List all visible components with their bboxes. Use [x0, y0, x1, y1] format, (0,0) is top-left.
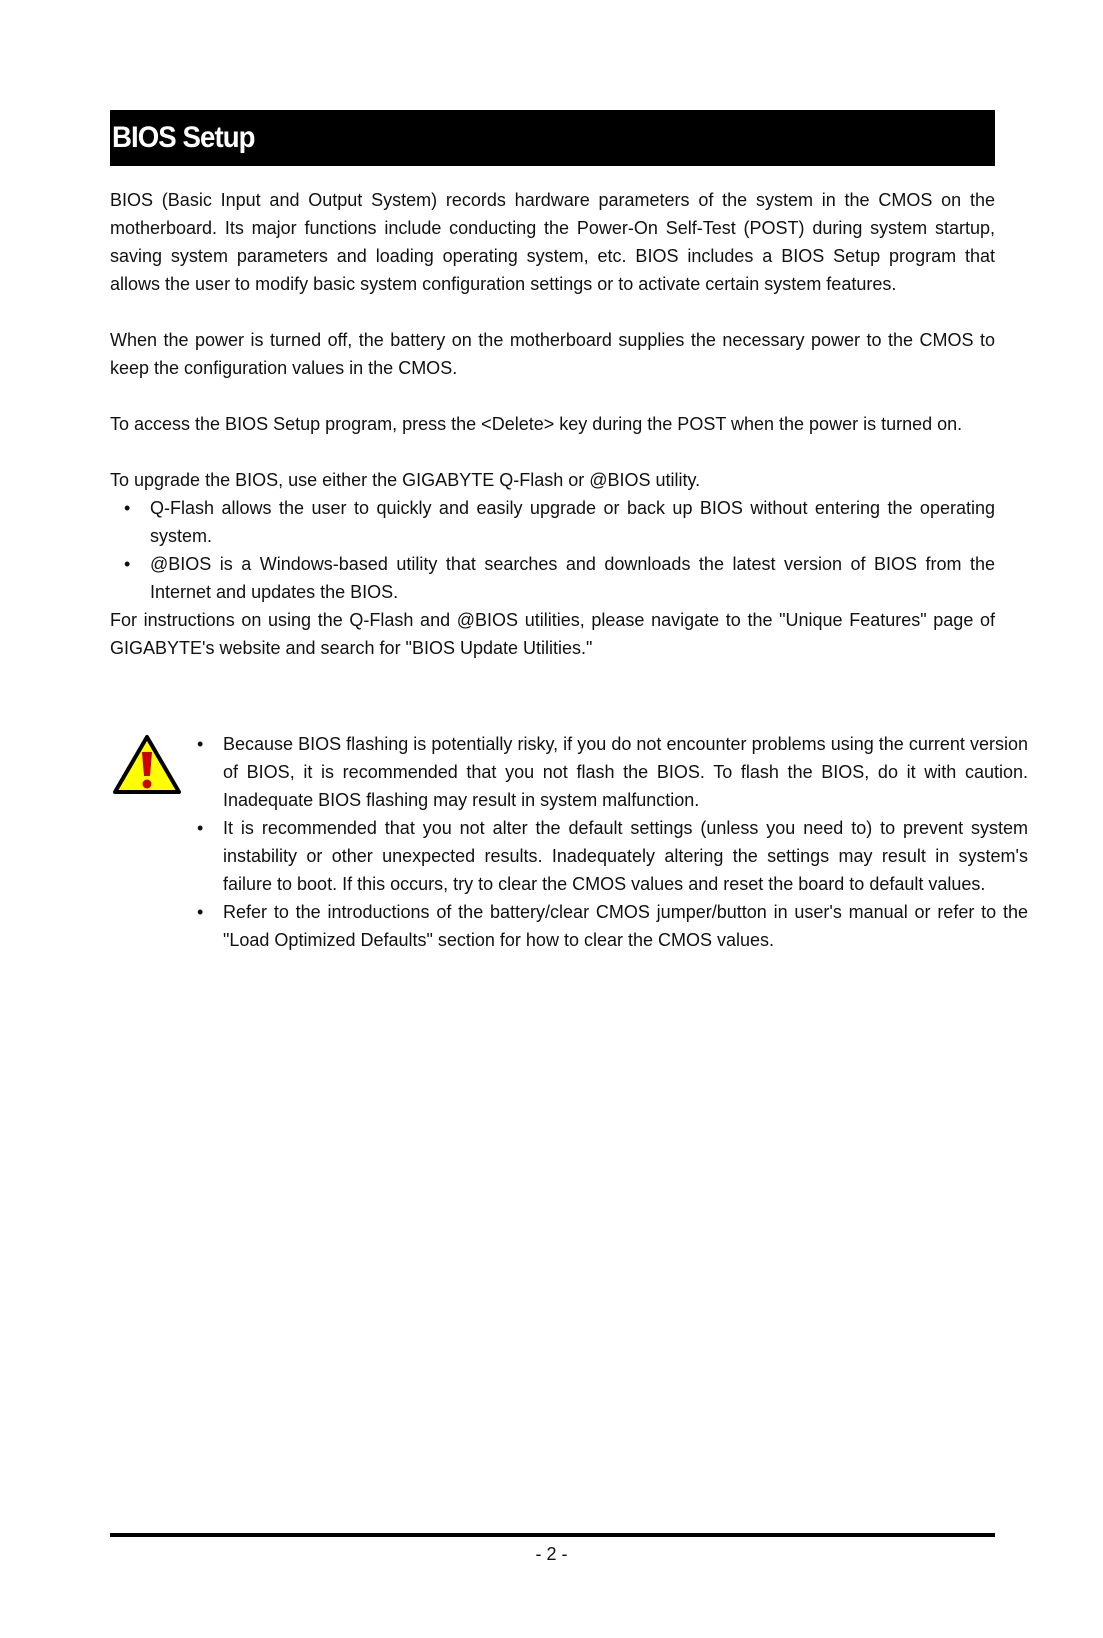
list-item-text: @BIOS is a Windows-based utility that searches and downloads the latest version of BIOS from the Internet and updates the BIOS.	[150, 554, 995, 602]
list-item-text: Refer to the introductions of the battery/clear CMOS jumper/button in user's manual or refer to the "Load Optimized Defaults" section for how to clear the CMOS values.	[223, 902, 1028, 950]
footer-divider	[110, 1533, 995, 1537]
paragraph-spacer	[110, 438, 995, 466]
upgrade-intro-paragraph: To upgrade the BIOS, use either the GIGABYTE Q-Flash or @BIOS utility.	[110, 470, 701, 490]
paragraph-spacer	[110, 382, 995, 410]
access-paragraph: To access the BIOS Setup program, press the <Delete> key during the POST when the power is turned on.	[110, 414, 963, 434]
list-item	[197, 814, 1028, 898]
list-item-text: It is recommended that you not alter the default settings (unless you need to) to prevent system instability or other unexpected results. Inadequately altering the settings may result in system's failure to boot. If this occurs, try to clear the CMOS values and reset the board to default values.	[223, 818, 1028, 894]
page-number: - 2 -	[535, 1544, 568, 1564]
section-title-bar	[110, 110, 995, 166]
bullet-icon: •	[124, 554, 131, 574]
paragraph-spacer	[110, 298, 995, 326]
bullet-icon: •	[124, 498, 131, 518]
bullet-icon: •	[197, 902, 204, 922]
bullet-icon: •	[197, 818, 204, 838]
warning-triangle-icon	[112, 734, 182, 796]
list-item-text: Q-Flash allows the user to quickly and easily upgrade or back up BIOS without entering the operating system.	[150, 498, 995, 546]
main-content	[110, 186, 995, 662]
page-title: BIOS Setup	[112, 121, 255, 154]
list-item-text: Because BIOS flashing is potentially risky, if you do not encounter problems using the current version of BIOS, it is recommended that you not flash the BIOS. To flash the BIOS, do it with caution. Inadequate BIOS flashing may result in system malfunction.	[223, 734, 1028, 810]
bullet-icon: •	[197, 734, 204, 754]
list-item	[124, 494, 995, 550]
intro-paragraph: BIOS (Basic Input and Output System) records hardware parameters of the system in the CMOS on the motherboard. Its major functions include conducting the Power-On Self-Test (POST) during system startup, saving system parameters and loading operating system, etc. BIOS includes a BIOS Setup program that allows the user to modify basic system configuration settings or to activate certain system features.	[110, 190, 995, 294]
instructions-paragraph: For instructions on using the Q-Flash and @BIOS utilities, please navigate to the "Unique Features" page of GIGABYTE's website and search for "BIOS Update Utilities."	[110, 610, 995, 658]
upgrade-utility-list	[110, 494, 995, 606]
list-item	[124, 550, 995, 606]
caution-list	[190, 730, 1028, 954]
list-item	[197, 730, 1028, 814]
list-item	[197, 898, 1028, 954]
exclamation-dot	[143, 780, 152, 789]
power-paragraph: When the power is turned off, the battery on the motherboard supplies the necessary power to the CMOS to keep the configuration values in the CMOS.	[110, 330, 995, 378]
